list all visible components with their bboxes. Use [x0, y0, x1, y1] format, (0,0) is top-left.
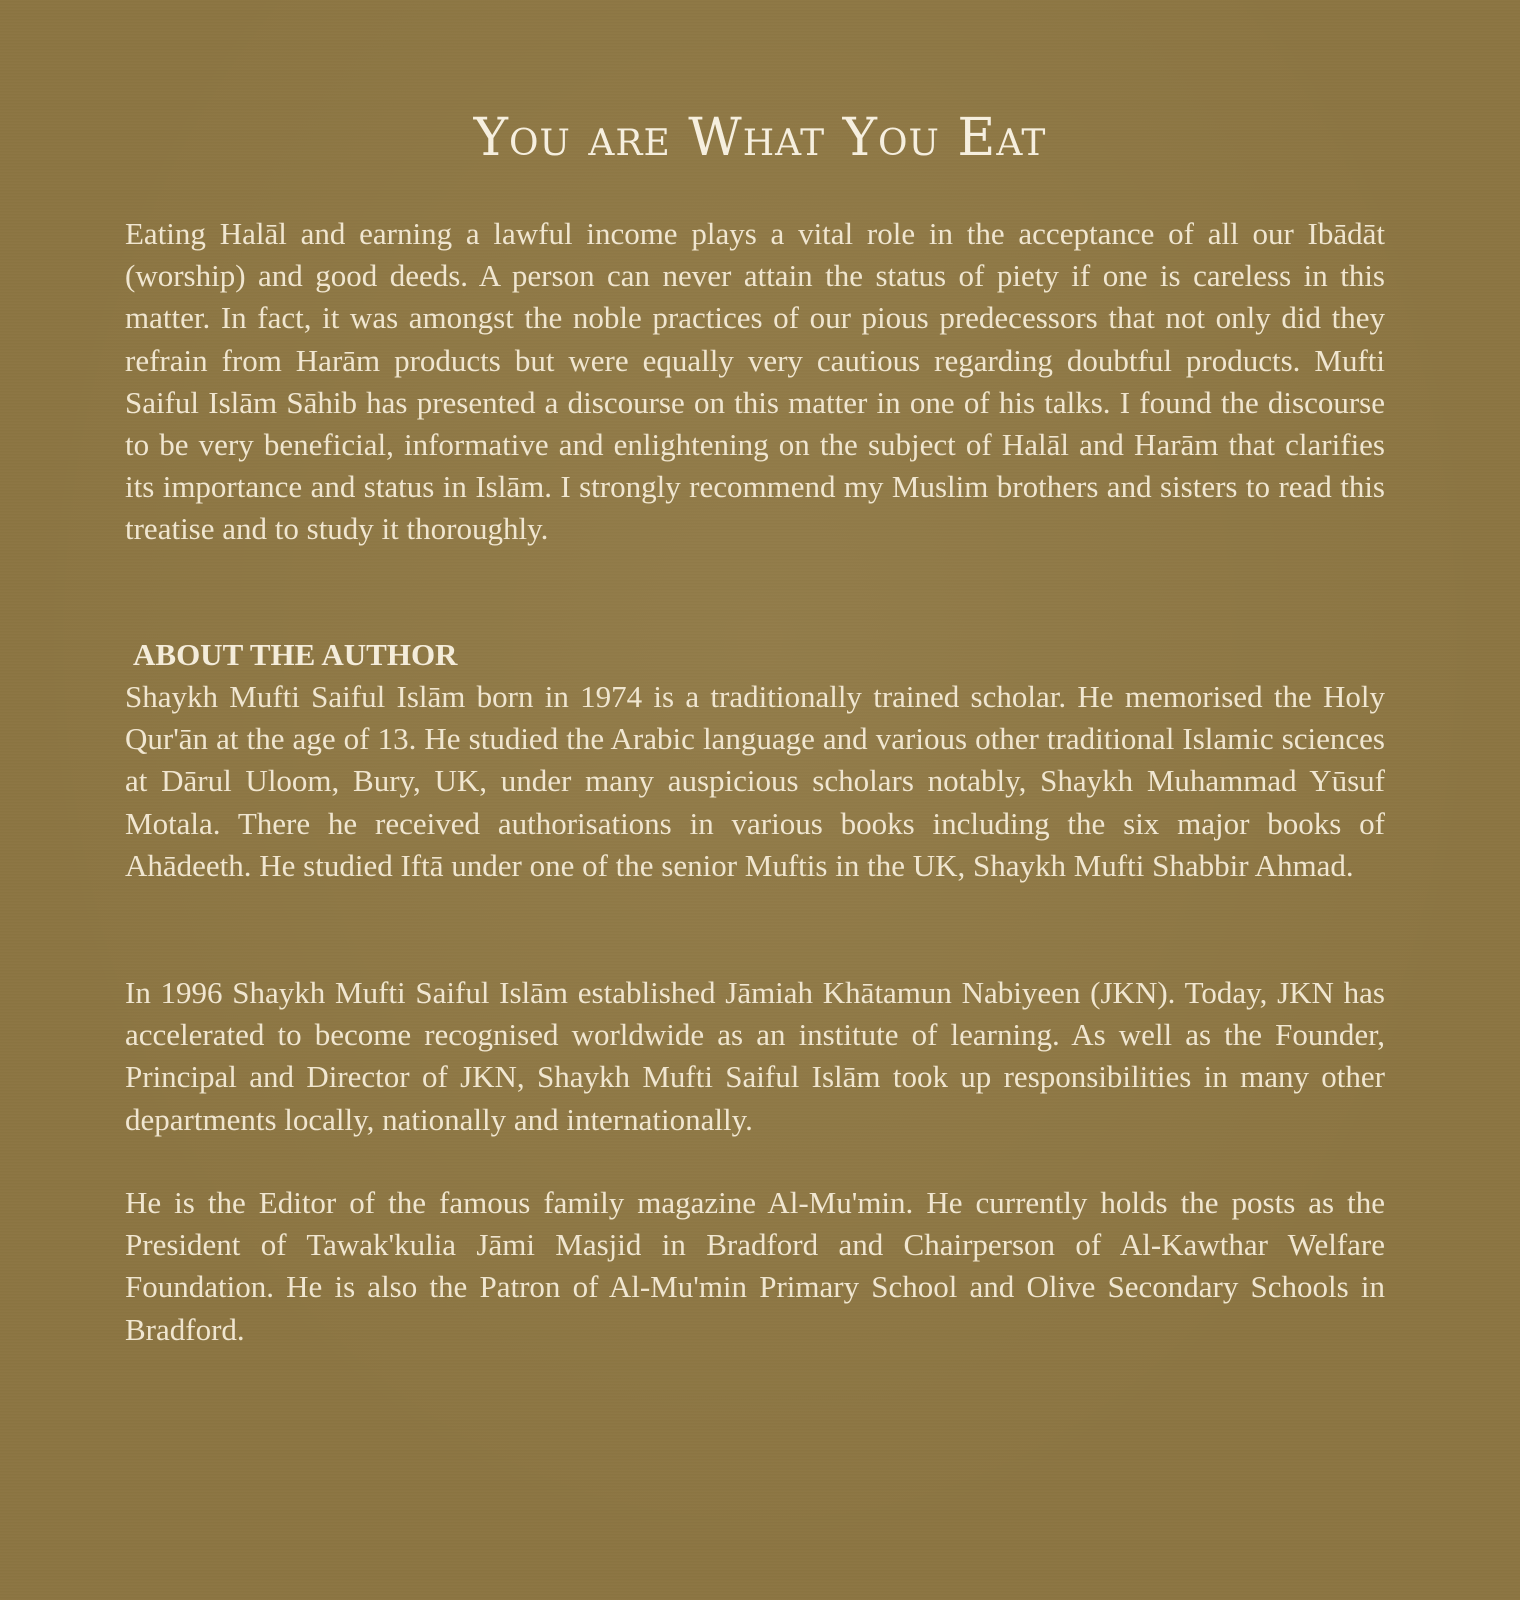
about-author-heading: ABOUT THE AUTHOR: [133, 637, 458, 672]
author-institute-paragraph: In 1996 Shaykh Mufti Saiful Islām established Jāmiah Khātamun Nabiyeen (JKN). Today, JKN has accelerated to become recognised worldwide as an institute of learning. As well as the Founder, Principal and Director of JKN, Shaykh Mufti Saiful Islām took up responsibilities in many other departments locally, nationally and internationally.: [125, 975, 1385, 1137]
author-bio-paragraph: Shaykh Mufti Saiful Islām born in 1974 is a traditionally trained scholar. He memorised the Holy Qur'ān at the age of 13. He studied the Arabic language and various other traditional Islamic sciences at Dārul Uloom, Bury, UK, under many auspicious scholars notably, Shaykh Muhammad Yūsuf Motala. There he received authorisations in various books including the six major books of Ahādeeth. He studied Iftā under one of the senior Muftis in the UK, Shaykh Mufti Shabbir Ahmad.: [125, 679, 1385, 883]
intro-paragraph: Eating Halāl and earning a lawful income plays a vital role in the acceptance of all our Ibādāt (worship) and good deeds. A person can never attain the status of piety if one is careless in this matter. In fact, it was amongst the noble practices of our pious predecessors that not only did they refrain from Harām products but were equally very cautious regarding doubtful products. Mufti Saiful Islām Sāhib has presented a discourse on this matter in one of his talks. I found the discourse to be very beneficial, informative and enlightening on the subject of Halāl and Harām that clarifies its importance and status in Islām. I strongly recommend my Muslim brothers and sisters to read this treatise and to study it thoroughly.: [125, 216, 1385, 547]
author-posts-paragraph: He is the Editor of the famous family magazine Al-Mu'min. He currently holds the posts as the President of Tawak'kulia Jāmi Masjid in Bradford and Chairperson of Al-Kawthar Welfare Foundation. He is also the Patron of Al-Mu'min Primary School and Olive Secondary Schools in Bradford.: [125, 1185, 1385, 1347]
book-title: You are What You Eat: [473, 108, 1047, 168]
